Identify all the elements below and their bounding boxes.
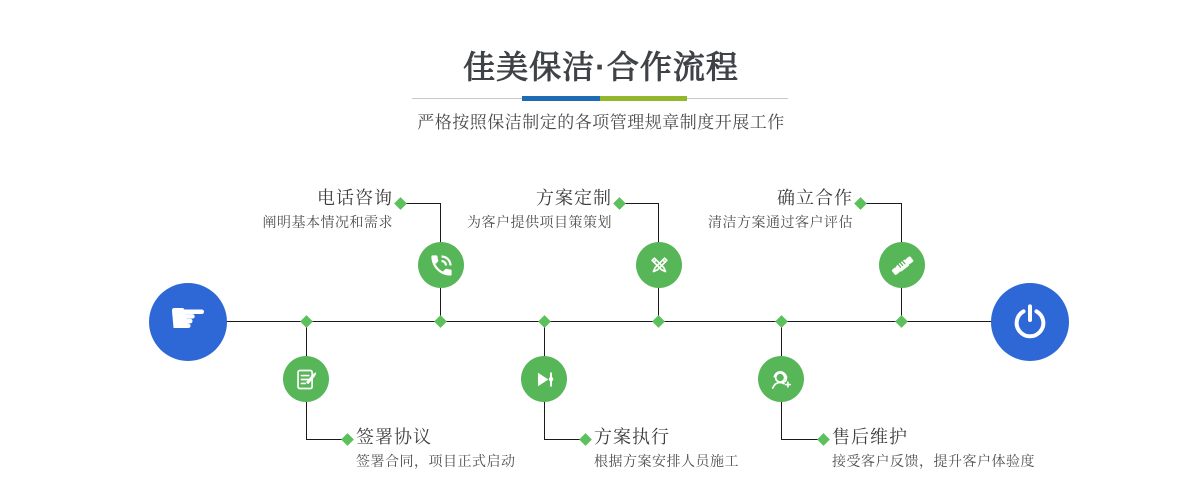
step-node-execute — [521, 356, 567, 402]
timeline-junction-diamond — [434, 315, 447, 328]
pointing-hand-icon: ☛ — [168, 293, 208, 344]
step-title: 方案执行 — [594, 427, 670, 447]
step-label-design — [467, 188, 612, 230]
timeline-start-node — [149, 283, 227, 361]
step-subtitle: 签署合同，项目正式启动 — [356, 453, 516, 469]
headset-plus-icon — [768, 366, 795, 393]
timeline-junction-diamond — [300, 315, 313, 328]
timeline-junction-diamond — [538, 315, 551, 328]
step-label-execute — [594, 427, 739, 469]
phone-icon — [428, 252, 455, 279]
step-label-sign — [356, 427, 516, 469]
play-execute-icon — [531, 366, 558, 393]
step-title: 签署协议 — [356, 427, 432, 447]
step-subtitle: 为客户提供项目策策划 — [467, 214, 612, 230]
divider-accent-blue — [522, 96, 600, 101]
diamond-marker — [341, 433, 354, 446]
step-title: 电话咨询 — [317, 188, 393, 208]
pencil-tools-icon — [646, 252, 673, 279]
page-subtitle: 严格按照保洁制定的各项管理规章制度开展工作 — [417, 113, 785, 132]
step-subtitle: 接受客户反馈，提升客户体验度 — [832, 453, 1035, 469]
step-label-phone — [263, 188, 394, 230]
step-node-handshake — [879, 242, 925, 288]
page-title: 佳美保洁·合作流程 — [463, 49, 739, 85]
step-title: 确立合作 — [777, 188, 853, 208]
power-icon — [1010, 302, 1050, 342]
diamond-marker — [613, 197, 626, 210]
timeline-junction-diamond — [652, 315, 665, 328]
step-node-aftersales — [758, 356, 804, 402]
step-subtitle: 清洁方案通过客户评估 — [708, 214, 853, 230]
step-subtitle: 根据方案安排人员施工 — [594, 453, 739, 469]
timeline-end-node — [991, 283, 1069, 361]
diamond-marker — [394, 197, 407, 210]
step-label-aftersales — [832, 427, 1035, 469]
step-node-phone — [418, 242, 464, 288]
step-title: 方案定制 — [536, 188, 612, 208]
timeline-junction-diamond — [895, 315, 908, 328]
document-sign-icon — [293, 366, 320, 393]
handshake-icon — [889, 252, 916, 279]
timeline-junction-diamond — [775, 315, 788, 328]
divider-accent-green — [600, 96, 687, 101]
step-subtitle: 阐明基本情况和需求 — [262, 214, 393, 230]
diamond-marker — [854, 197, 867, 210]
diamond-marker — [817, 433, 830, 446]
step-node-design — [636, 242, 682, 288]
step-node-sign — [283, 356, 329, 402]
step-label-handshake — [708, 188, 853, 230]
diamond-marker — [579, 433, 592, 446]
step-title: 售后维护 — [832, 427, 908, 447]
